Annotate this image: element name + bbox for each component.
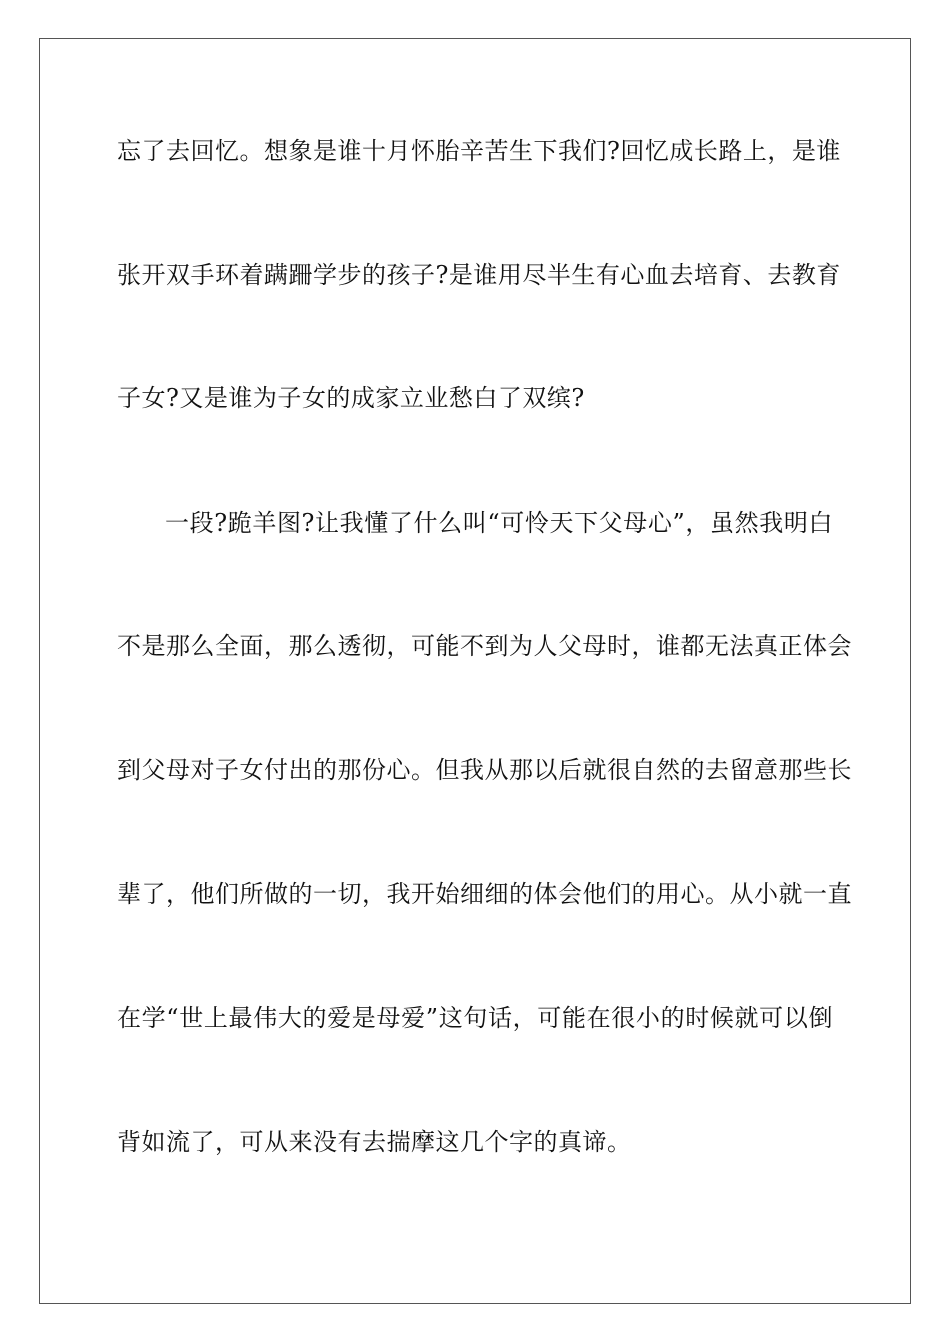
paragraph-line: 张开双手环着蹒跚学步的孩子?是谁用尽半生有心血去培育、去教育 bbox=[117, 261, 841, 289]
page-border bbox=[39, 38, 911, 1304]
paragraph-line: 忘了去回忆。想象是谁十月怀胎辛苦生下我们?回忆成长路上，是谁 bbox=[117, 137, 841, 165]
paragraph-line: 到父母对子女付出的那份心。但我从那以后就很自然的去留意那些长 bbox=[117, 756, 852, 784]
paragraph-line: 辈了，他们所做的一切，我开始细细的体会他们的用心。从小就一直 bbox=[117, 880, 852, 908]
paragraph-line: 在学“世上最伟大的爱是母爱”这句话，可能在很小的时候就可以倒 bbox=[117, 1004, 833, 1032]
paragraph-line: 背如流了，可从来没有去揣摩这几个字的真谛。 bbox=[117, 1128, 632, 1156]
paragraph-line: 一段?跪羊图?让我懂了什么叫“可怜天下父母心”，虽然我明白 bbox=[165, 509, 833, 537]
paragraph-line: 子女?又是谁为子女的成家立业愁白了双缤? bbox=[117, 384, 585, 412]
paragraph-line: 不是那么全面，那么透彻，可能不到为人父母时，谁都无法真正体会 bbox=[117, 632, 852, 660]
